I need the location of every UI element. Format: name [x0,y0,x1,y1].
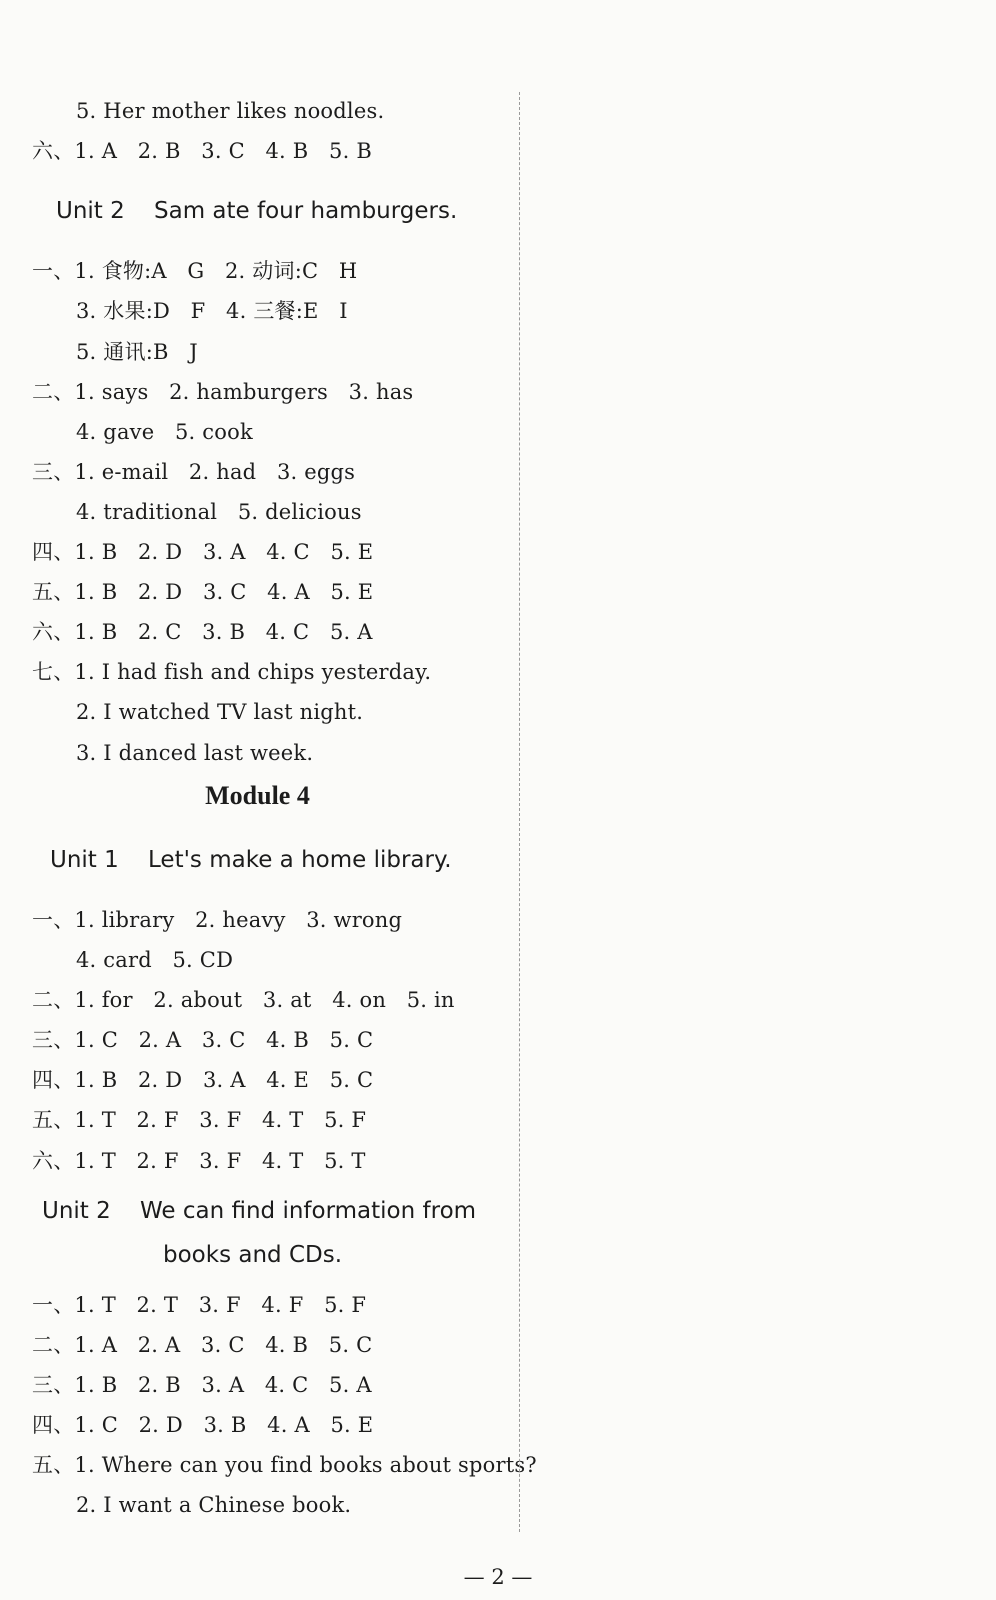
answer-line: 三、1. e-mail 2. had 3. eggs [32,460,356,484]
answer-line: 一、1. 食物:A G 2. 动词:C H [32,259,358,283]
unit-heading: books and CDs. [163,1242,343,1268]
answer-line: 4. card 5. CD [76,948,234,972]
unit-heading: Unit 2 We can find information from [42,1198,477,1224]
answer-line: 二、1. A 2. A 3. C 4. B 5. C [32,1333,373,1357]
answer-line: 一、1. T 2. T 3. F 4. F 5. F [32,1293,367,1317]
answer-line: 二、1. says 2. hamburgers 3. has [32,380,414,404]
answer-line: 2. I watched TV last night. [76,700,364,724]
answer-line: 六、1. B 2. C 3. B 4. C 5. A [32,620,373,644]
answer-line: 五、1. T 2. F 3. F 4. T 5. F [32,1108,367,1132]
answer-line: 三、1. B 2. B 3. A 4. C 5. A [32,1373,372,1397]
answer-line: 四、1. C 2. D 3. B 4. A 5. E [32,1413,374,1437]
answer-line: 3. 水果:D F 4. 三餐:E I [76,299,348,323]
answer-line: 四、1. B 2. D 3. A 4. C 5. E [32,540,374,564]
answer-line: 六、1. A 2. B 3. C 4. B 5. B [32,139,372,163]
unit-heading: Unit 1 Let's make a home library. [50,847,452,873]
answer-line: 四、1. B 2. D 3. A 4. E 5. C [32,1068,374,1092]
answer-line: 4. traditional 5. delicious [76,500,362,524]
page-number: — 2 — [463,1565,533,1589]
answer-line: 七、1. I had fish and chips yesterday. [32,660,432,684]
module-heading: Module 4 [205,781,310,810]
answer-line: 5. 通讯:B J [76,340,198,364]
answer-line: 5. Her mother likes noodles. [76,99,385,123]
unit-heading: Unit 2 Sam ate four hamburgers. [56,198,458,224]
column-divider [519,92,520,1532]
answer-line: 三、1. C 2. A 3. C 4. B 5. C [32,1028,374,1052]
answer-line: 五、1. Where can you find books about sports? [32,1453,537,1477]
answer-line: 一、1. library 2. heavy 3. wrong [32,908,403,932]
answer-line: 3. I danced last week. [76,741,314,765]
answer-line: 六、1. T 2. F 3. F 4. T 5. T [32,1149,366,1173]
answer-line: 五、1. B 2. D 3. C 4. A 5. E [32,580,374,604]
answer-line: 二、1. for 2. about 3. at 4. on 5. in [32,988,455,1012]
answer-line: 4. gave 5. cook [76,420,253,444]
answer-line: 2. I want a Chinese book. [76,1493,352,1517]
